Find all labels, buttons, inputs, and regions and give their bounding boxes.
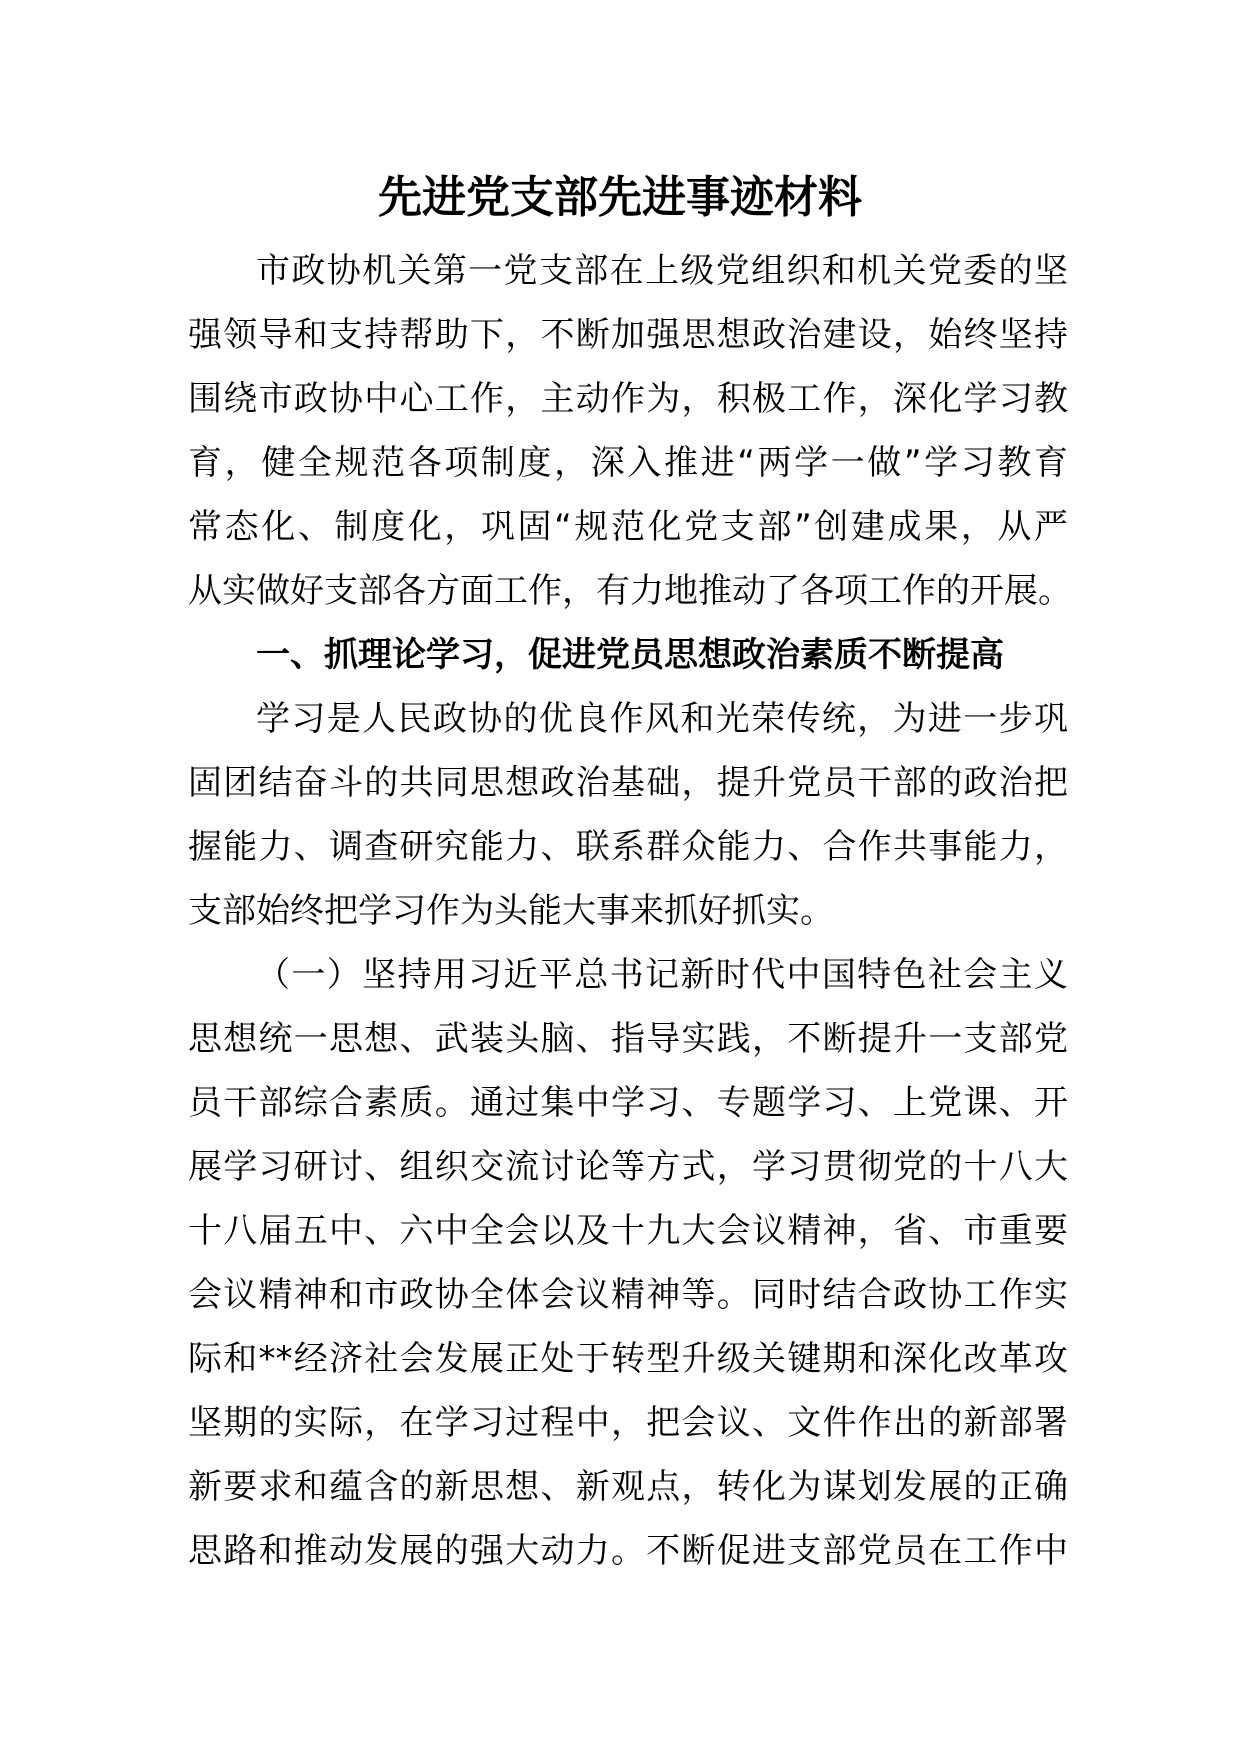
paragraph-line: 思路和推动发展的强大动力。不断促进支部党员在工作中 <box>188 1531 1068 1571</box>
paragraph-line: 展学习研讨、组织交流讨论等方式，学习贯彻党的十八大 <box>188 1147 1068 1187</box>
paragraph-line: 员干部综合素质。通过集中学习、专题学习、上党课、开 <box>188 1083 1068 1123</box>
paragraph-line: 育，健全规范各项制度，深入推进“两学一做”学习教育 <box>188 443 1068 483</box>
paragraph-line: 从实做好支部各方面工作，有力地推动了各项工作的开展。 <box>188 571 1072 611</box>
paragraph-line: 支部始终把学习作为头能大事来抓好抓实。 <box>188 891 834 931</box>
paragraph-line: （一）坚持用习近平总书记新时代中国特色社会主义 <box>256 955 1068 995</box>
paragraph-line: 握能力、调查研究能力、联系群众能力、合作共事能力， <box>188 827 1068 867</box>
paragraph-line: 际和**经济社会发展正处于转型升级关键期和深化改革攻 <box>188 1339 1068 1379</box>
paragraph-line: 市政协机关第一党支部在上级党组织和机关党委的坚 <box>256 251 1068 291</box>
paragraph-line: 会议精神和市政协全体会议精神等。同时结合政协工作实 <box>188 1275 1068 1315</box>
paragraph-line: 坚期的实际，在学习过程中，把会议、文件作出的新部署 <box>188 1403 1068 1443</box>
paragraph-line: 学习是人民政协的优良作风和光荣传统，为进一步巩 <box>256 699 1068 739</box>
paragraph-line: 新要求和蕴含的新思想、新观点，转化为谋划发展的正确 <box>188 1467 1068 1507</box>
paragraph-line: 十八届五中、六中全会以及十九大会议精神，省、市重要 <box>188 1211 1068 1251</box>
paragraph-line: 围绕市政协中心工作，主动作为，积极工作，深化学习教 <box>188 379 1068 419</box>
paragraph-line: 强领导和支持帮助下，不断加强思想政治建设，始终坚持 <box>188 315 1068 355</box>
document-title: 先进党支部先进事迹材料 <box>378 172 862 223</box>
paragraph-line: 常态化、制度化，巩固“规范化党支部”创建成果，从严 <box>188 507 1068 547</box>
section-heading: 一、抓理论学习，促进党员思想政治素质不断提高 <box>256 635 1004 675</box>
paragraph-line: 固团结奋斗的共同思想政治基础，提升党员干部的政治把 <box>188 763 1068 803</box>
paragraph-line: 思想统一思想、武装头脑、指导实践，不断提升一支部党 <box>188 1019 1068 1059</box>
